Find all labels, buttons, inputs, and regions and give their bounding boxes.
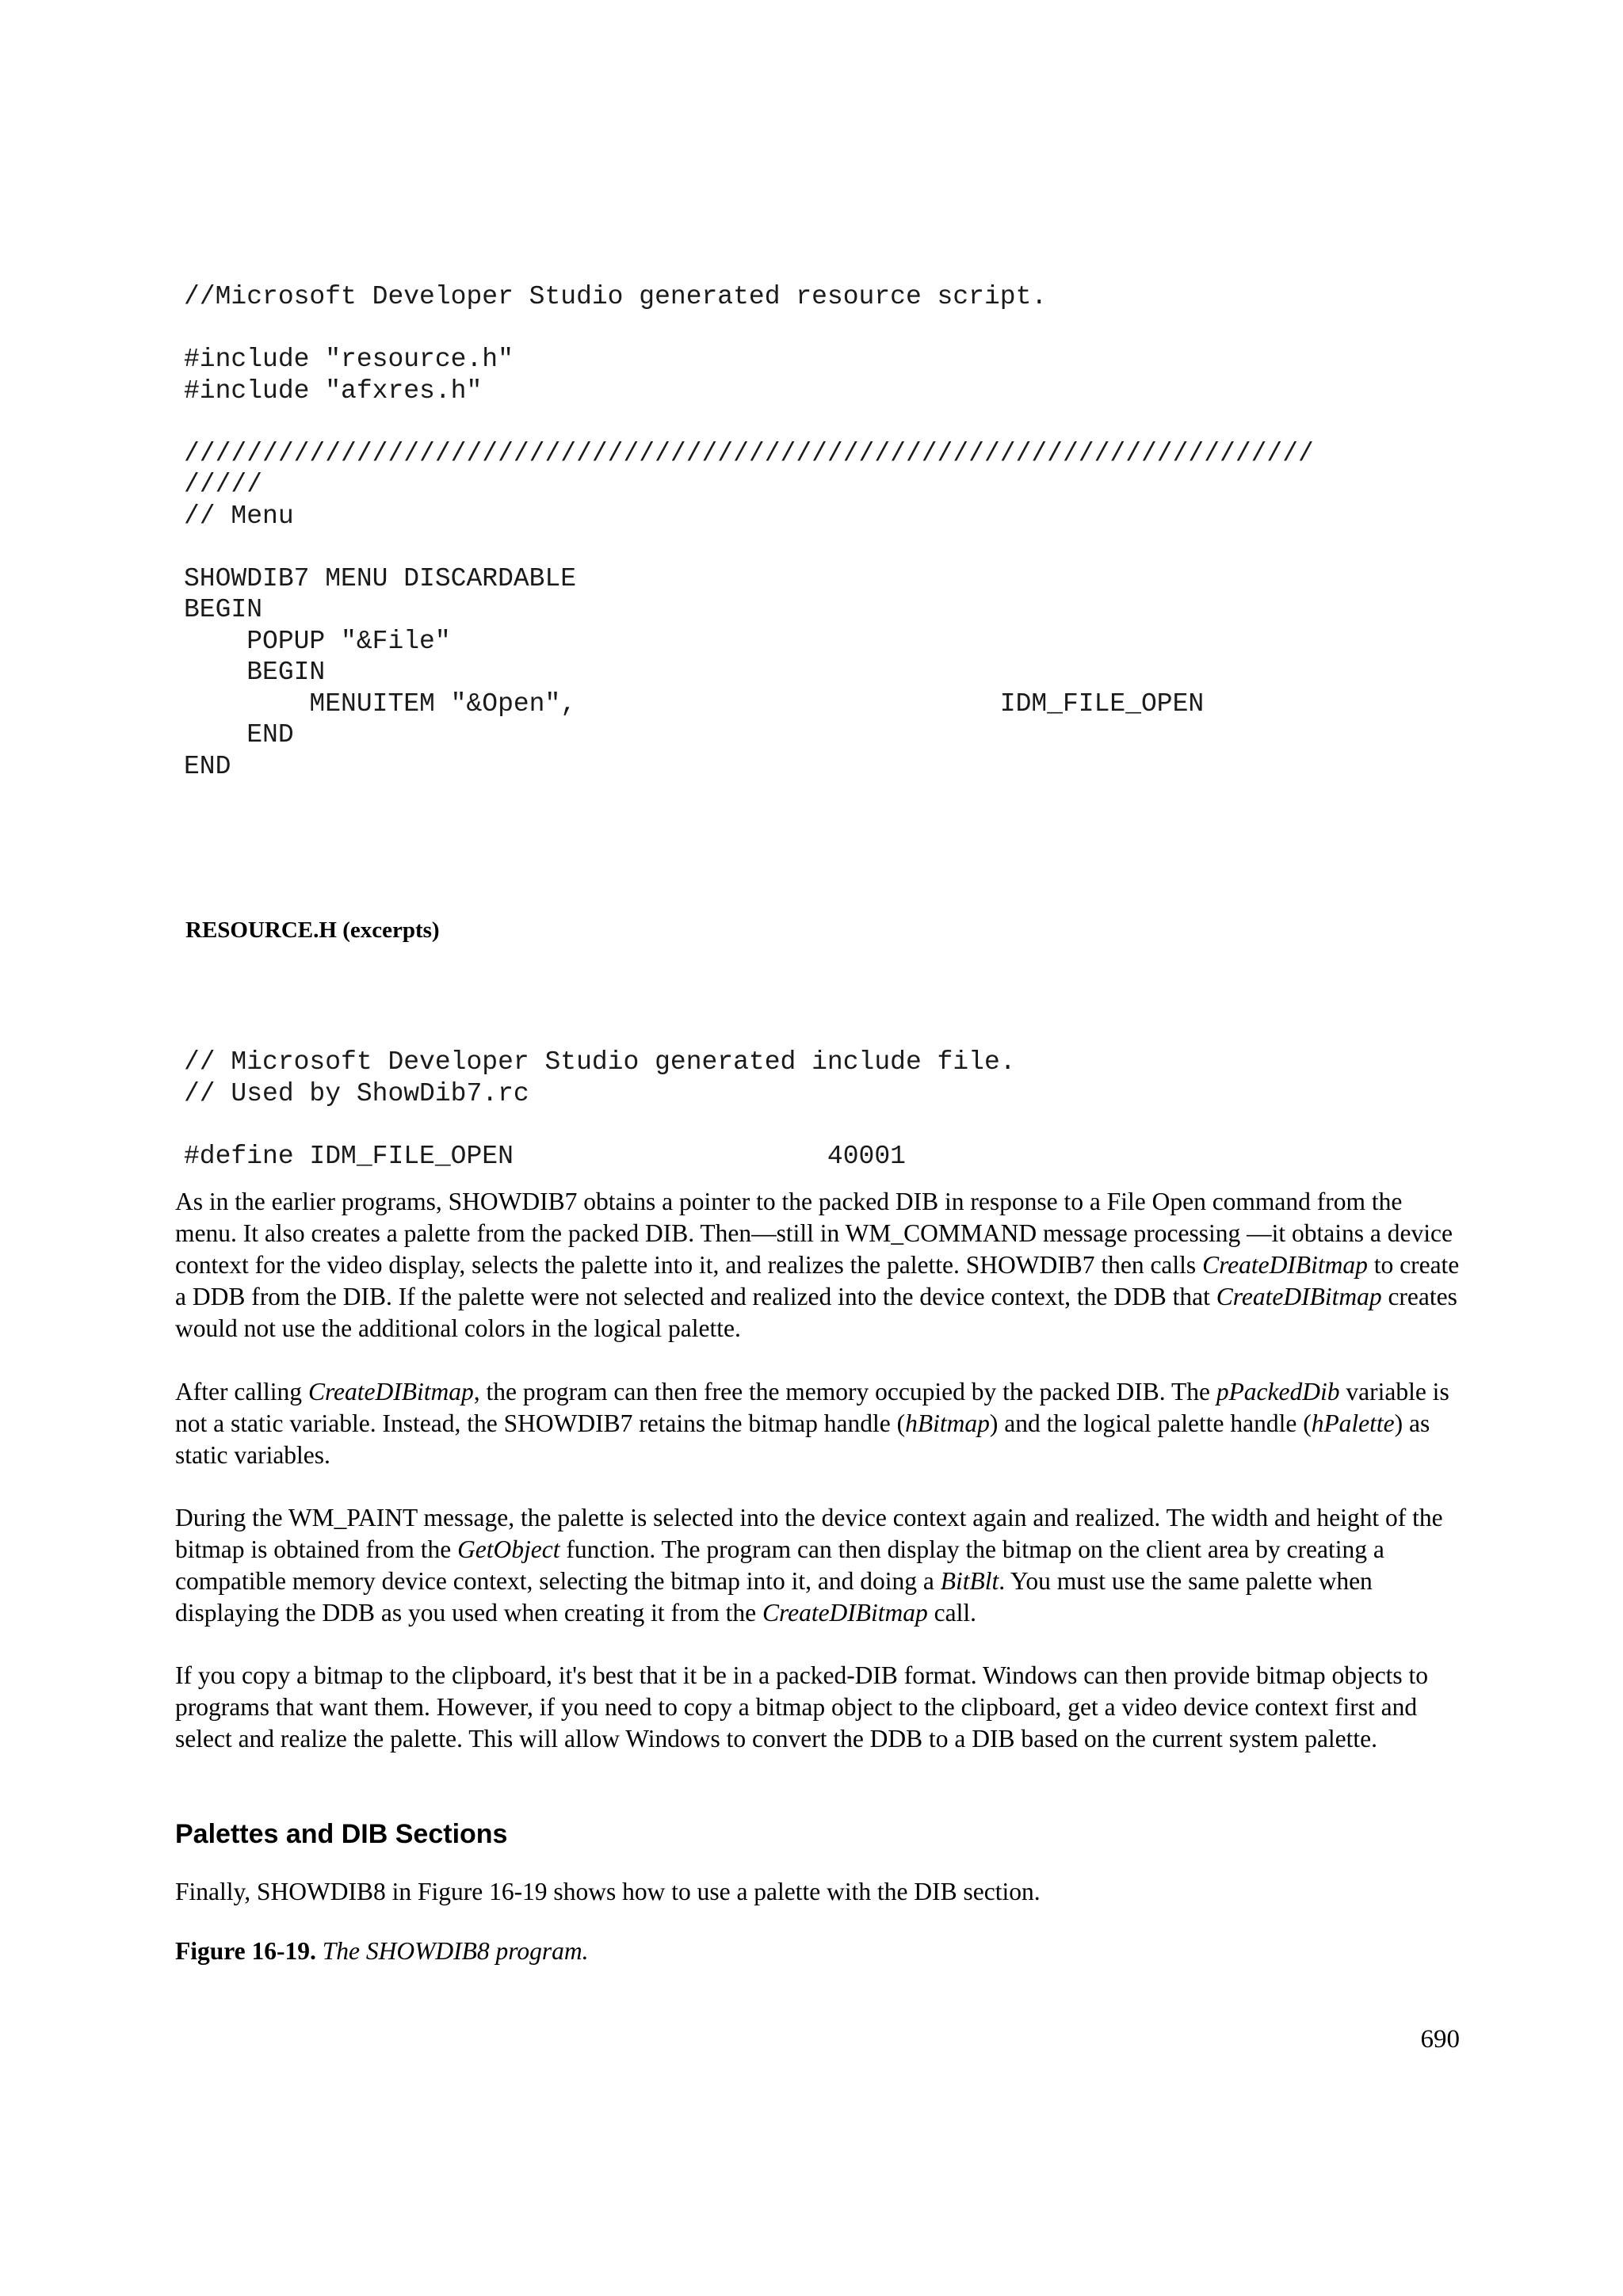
figure-caption (175, 1936, 1467, 1967)
italic-term: pPackedDib (1216, 1378, 1340, 1405)
intro-paragraph: Finally, SHOWDIB8 in Figure 16-19 shows how to use a palette with the DIB section. (175, 1878, 1041, 1905)
paragraph-free-memory: After calling CreateDIBitmap, the program can then free the memory occupied by the packed DIB. The pPackedDib variable is not a static variable. Instead, the SHOWDIB7 retains the bitmap handle (hBitmap) and the logical palette handle (hPalette) as static variables. (175, 1378, 1449, 1469)
italic-term: CreateDIBitmap (762, 1599, 928, 1627)
figure-label: Figure 16-19. (175, 1937, 316, 1965)
italic-term: BitBlt (940, 1567, 999, 1595)
resource-h-code: // Microsoft Developer Studio generated include file. // Used by ShowDib7.rc #define IDM_FILE_OPEN 40001 (184, 1047, 1016, 1171)
paragraph-wm-paint: During the WM_PAINT message, the palette is selected into the device context again and realized. The width and height of the bitmap is obtained from the GetObject function. The program can then display the bitmap on the client area by creating a compatible memory device context, selecting the bitmap into it, and doing a BitBlt. You must use the same palette when displaying the DDB as you used when creating it from the CreateDIBitmap call. (175, 1504, 1443, 1627)
resource-script-code: //Microsoft Developer Studio generated resource script. #include "resource.h" #include "afxres.h" //////////////////////////////////////////////////////////////////////// ///// // Menu SHOWDIB7 MENU DISCARDABLE BEGIN POPUP "&File" BEGIN MENUITEM "&Open", IDM_FILE_OPEN END END (184, 282, 1314, 781)
resource-h-caption: RESOURCE.H (excerpts) (185, 917, 440, 943)
italic-term: hBitmap (905, 1409, 990, 1437)
figure-title: The SHOWDIB8 program. (322, 1937, 589, 1965)
paragraph-createdibitmap: As in the earlier programs, SHOWDIB7 obtains a pointer to the packed DIB in response to a File Open command from the menu. It also creates a palette from the packed DIB. Then—still in WM_COMMAND message processing —it obtains a device context for the video display, selects the palette into it, and realizes the palette. SHOWDIB7 then calls CreateDIBitmap to create a DDB from the DIB. If the palette were not selected and realized into the device context, the DDB that CreateDIBitmap creates would not use the additional colors in the logical palette. (175, 1188, 1460, 1342)
section-heading: Palettes and DIB Sections (175, 1819, 508, 1849)
italic-term: GetObject (457, 1535, 560, 1563)
paragraph-clipboard: If you copy a bitmap to the clipboard, it's best that it be in a packed-DIB format. Windows can then provide bitmap objects to programs that want them. However, if you need to copy a bitmap object to the clipboard, get a video device context first and select and realize the palette. This will allow Windows to convert the DDB to a DIB based on the current system palette. (175, 1661, 1429, 1753)
italic-term: CreateDIBitmap (1202, 1251, 1368, 1279)
italic-term: hPalette (1311, 1409, 1395, 1437)
italic-term: CreateDIBitmap (1216, 1283, 1382, 1310)
page-number: 690 (1420, 2025, 1460, 2054)
italic-term: CreateDIBitmap (307, 1378, 474, 1405)
